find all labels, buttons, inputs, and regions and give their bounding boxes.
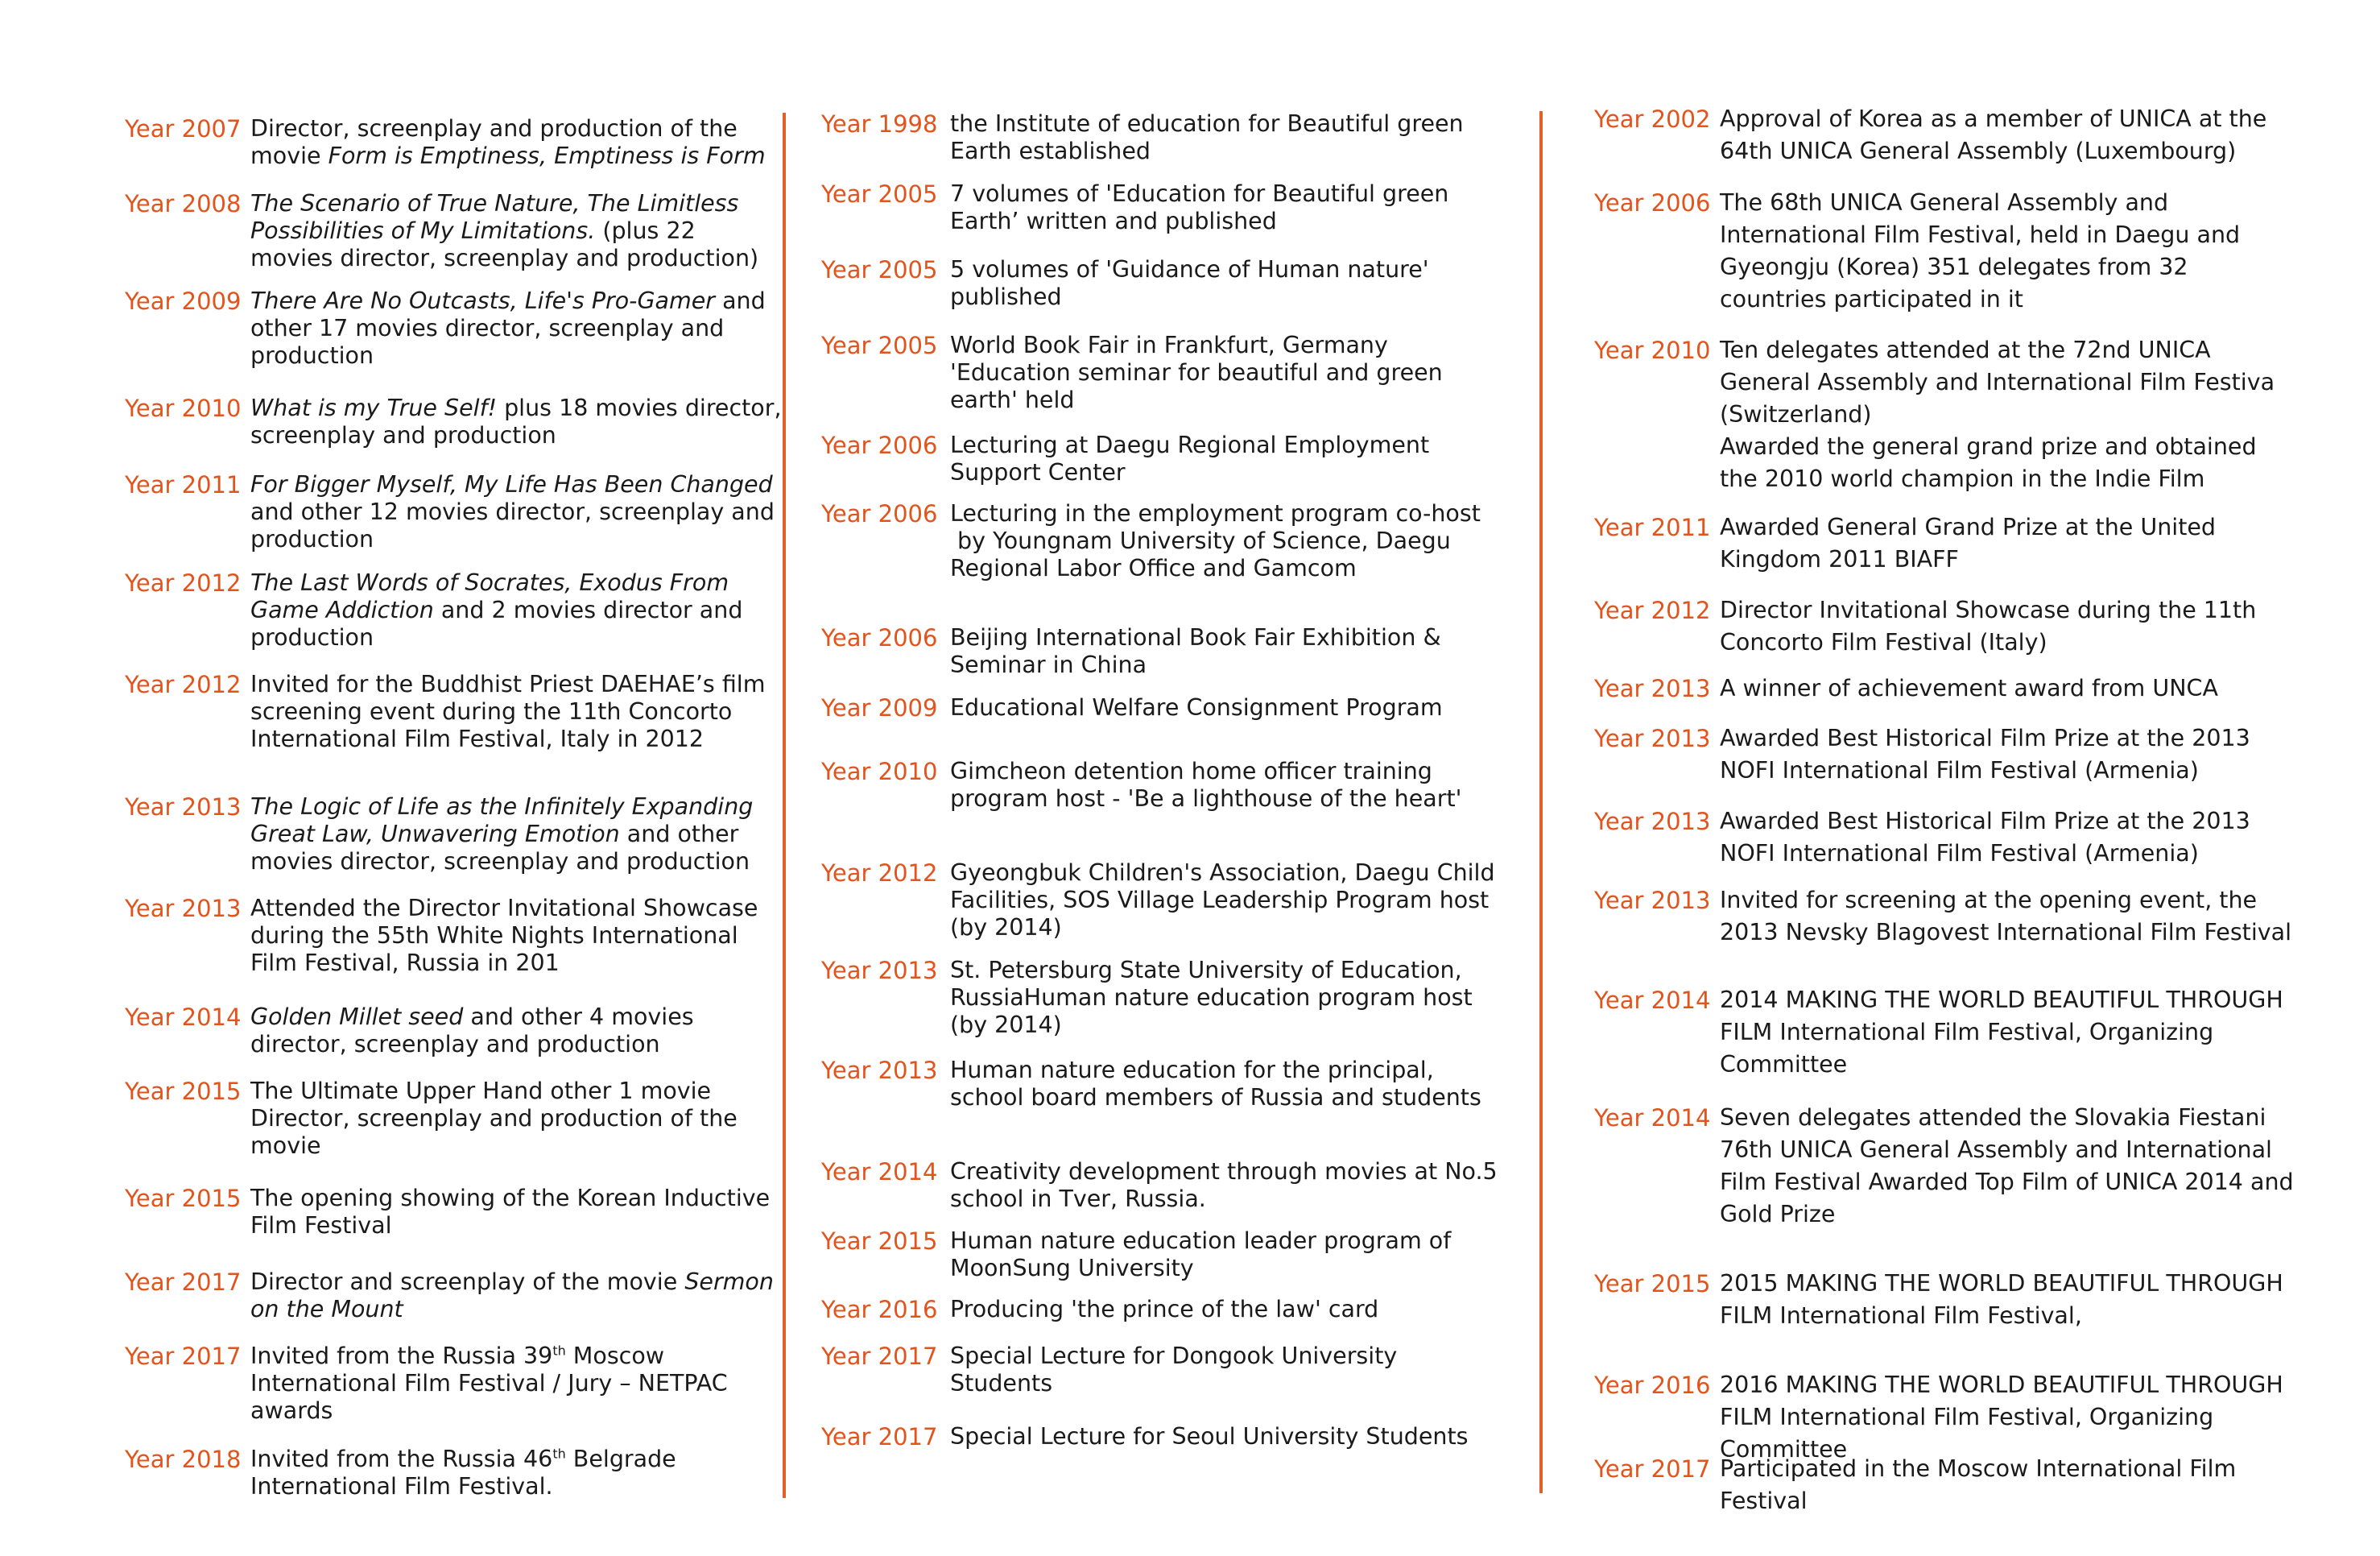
column-divider-2	[1539, 111, 1543, 1493]
entry-description: Producing 'the prince of the law' card	[950, 1296, 1379, 1322]
entry-description: the Institute of education for Beautiful green Earth established	[950, 110, 1464, 164]
entry-description: The Last Words of Socrates, Exodus From Game Addiction and 2 movies director and production	[250, 569, 743, 651]
entry-year: Year 2005	[821, 256, 938, 283]
entry-description: Invited from the Russia 46th Belgrade International Film Festival.	[250, 1446, 676, 1500]
entry-description: The 68th UNICA General Assembly and International Film Festival, held in Daegu and Gyeongju (Korea) 351 delegates from 32 countries participated in it	[1720, 189, 2241, 312]
entry-description: Lecturing at Daegu Regional Employment Support Center	[950, 432, 1430, 486]
entry-year: Year 2014	[821, 1158, 938, 1186]
timeline-column-2	[789, 0, 1530, 1556]
entry-year: Year 2002	[1594, 106, 1711, 133]
entry-year: Year 1998	[821, 110, 938, 138]
entry-year: Year 2005	[821, 180, 938, 208]
entry-year: Year 2005	[821, 332, 938, 359]
entry-description: Attended the Director Invitational Showcase during the 55th White Nights International Film Festival, Russia in 201	[250, 895, 758, 976]
entry-year: Year 2015	[821, 1227, 938, 1255]
entry-description: The Logic of Life as the Infinitely Expanding Great Law, Unwavering Emotion and other movies director, screenplay and production	[250, 793, 754, 875]
entry-year: Year 2013	[1594, 675, 1711, 702]
entry-description: Awarded Best Historical Film Prize at the 2013 NOFI International Film Festival (Armenia)	[1720, 725, 2250, 784]
entry-description: 5 volumes of 'Guidance of Human nature' published	[950, 256, 1429, 310]
entry-year: Year 2014	[1594, 1104, 1711, 1132]
entry-year: Year 2017	[125, 1268, 242, 1296]
entry-description: World Book Fair in Frankfurt, Germany 'Education seminar for beautiful and green earth' held	[950, 332, 1443, 413]
entry-description: Ten delegates attended at the 72nd UNICA General Assembly and International Film Festiva (Switzerland) Awarded the general grand prize and obtained the 2010 world champion in the Indie Film	[1720, 337, 2275, 492]
entry-description: Gyeongbuk Children's Association, Daegu Child Facilities, SOS Village Leadership Program host (by 2014)	[950, 859, 1495, 941]
entry-year: Year 2014	[1594, 987, 1711, 1014]
column-divider-1	[783, 113, 786, 1498]
entry-year: Year 2009	[821, 694, 938, 722]
entry-year: Year 2016	[1594, 1372, 1711, 1399]
entry-description: Awarded Best Historical Film Prize at the 2013 NOFI International Film Festival (Armenia)	[1720, 808, 2250, 867]
entry-year: Year 2012	[1594, 597, 1711, 624]
entry-description: Director Invitational Showcase during the 11th Concorto Film Festival (Italy)	[1720, 597, 2257, 656]
entry-year: Year 2014	[125, 1004, 242, 1031]
entry-description: Invited for screening at the opening event, the 2013 Nevsky Blagovest International Film Festival	[1720, 887, 2292, 946]
entry-description: Beijing International Book Fair Exhibition & Seminar in China	[950, 624, 1441, 678]
entry-year: Year 2013	[1594, 808, 1711, 835]
entry-year: Year 2006	[821, 624, 938, 652]
entry-year: Year 2010	[125, 395, 242, 422]
entry-year: Year 2011	[1594, 514, 1711, 541]
entry-year: Year 2017	[821, 1423, 938, 1450]
entry-description: Special Lecture for Dongook University Students	[950, 1343, 1398, 1397]
entry-description: Invited for the Buddhist Priest DAEHAE’s film screening event during the 11th Concorto International Film Festival, Italy in 2012	[250, 671, 766, 752]
entry-description: St. Petersburg State University of Education, RussiaHuman nature education program host (by 2014)	[950, 957, 1473, 1038]
timeline-column-3	[1554, 0, 2380, 1556]
entry-year: Year 2012	[821, 859, 938, 887]
entry-year: Year 2013	[821, 957, 938, 984]
entry-year: Year 2015	[1594, 1270, 1711, 1297]
entry-year: Year 2013	[1594, 725, 1711, 752]
entry-description: Human nature education for the principal, school board members of Russia and students	[950, 1057, 1481, 1111]
entry-description: Educational Welfare Consignment Program	[950, 694, 1443, 721]
entry-year: Year 2010	[1594, 337, 1711, 364]
entry-description: The Ultimate Upper Hand other 1 movie Director, screenplay and production of the movie	[250, 1078, 738, 1159]
entry-year: Year 2012	[125, 671, 242, 698]
entry-year: Year 2017	[125, 1343, 242, 1370]
entry-year: Year 2016	[821, 1296, 938, 1323]
entry-year: Year 2015	[125, 1185, 242, 1212]
entry-year: Year 2006	[821, 432, 938, 459]
entry-year: Year 2008	[125, 190, 242, 217]
entry-year: Year 2009	[125, 288, 242, 315]
entry-year: Year 2015	[125, 1078, 242, 1105]
entry-description: Golden Millet seed and other 4 movies director, screenplay and production	[250, 1004, 694, 1057]
timeline-column-1	[0, 0, 782, 1556]
entry-description: Lecturing in the employment program co-host by Youngnam University of Science, Daegu Regional Labor Office and Gamcom	[950, 500, 1481, 581]
entry-year: Year 2006	[821, 500, 938, 528]
entry-description: A winner of achievement award from UNCA	[1720, 675, 2218, 701]
entry-year: Year 2007	[125, 115, 242, 143]
entry-year: Year 2018	[125, 1446, 242, 1473]
entry-description: Human nature education leader program of MoonSung University	[950, 1227, 1452, 1281]
entry-year: Year 2013	[125, 793, 242, 821]
entry-description: There Are No Outcasts, Life's Pro-Gamer and other 17 movies director, screenplay and production	[250, 288, 766, 369]
entry-year: Year 2017	[821, 1343, 938, 1370]
entry-description: Gimcheon detention home officer training program host - 'Be a lighthouse of the heart'	[950, 758, 1462, 812]
entry-description: Director and screenplay of the movie Sermon on the Mount	[250, 1268, 774, 1322]
entry-description: 2016 MAKING THE WORLD BEAUTIFUL THROUGH FILM International Film Festival, Organizing Committee	[1720, 1372, 2283, 1463]
entry-description: 2014 MAKING THE WORLD BEAUTIFUL THROUGH FILM International Film Festival, Organizing Committee	[1720, 987, 2283, 1078]
entry-description: The opening showing of the Korean Inductive Film Festival	[250, 1185, 771, 1239]
entry-description: The Scenario of True Nature, The Limitless Possibilities of My Limitations. (plus 22 movies director, screenplay and production)	[250, 190, 759, 271]
entry-year: Year 2013	[1594, 887, 1711, 914]
entry-description: Special Lecture for Seoul University Students	[950, 1423, 1469, 1450]
entry-description: 7 volumes of 'Education for Beautiful green Earth’ written and published	[950, 180, 1449, 234]
entry-year: Year 2010	[821, 758, 938, 785]
entry-description: Creativity development through movies at No.5 school in Tver, Russia.	[950, 1158, 1498, 1212]
entry-year: Year 2013	[125, 895, 242, 922]
entry-description: Seven delegates attended the Slovakia Fiestani 76th UNICA General Assembly and International Film Festival Awarded Top Film of UNICA 2014 and Gold Prize	[1720, 1104, 2294, 1227]
entry-description: 2015 MAKING THE WORLD BEAUTIFUL THROUGH FILM International Film Festival,	[1720, 1270, 2283, 1329]
entry-description: What is my True Self! plus 18 movies director, screenplay and production	[250, 395, 782, 449]
entry-description: Invited from the Russia 39th Moscow International Film Festival / Jury – NETPAC awards	[250, 1343, 728, 1424]
entry-description: Director, screenplay and production of the movie Form is Emptiness, Emptiness is Form	[250, 115, 766, 169]
entry-year: Year 2012	[125, 569, 242, 597]
entry-year: Year 2011	[125, 471, 242, 499]
entry-year: Year 2013	[821, 1057, 938, 1084]
entry-description: For Bigger Myself, My Life Has Been Changed and other 12 movies director, screenplay and production	[250, 471, 775, 552]
entry-description: Approval of Korea as a member of UNICA at the 64th UNICA General Assembly (Luxembourg)	[1720, 106, 2267, 164]
entry-year: Year 2006	[1594, 189, 1711, 217]
entry-year: Year 2017	[1594, 1455, 1711, 1483]
entry-description: Participated in the Moscow International Film Festival	[1720, 1455, 2237, 1514]
entry-description: Awarded General Grand Prize at the United Kingdom 2011 BIAFF	[1720, 514, 2217, 573]
